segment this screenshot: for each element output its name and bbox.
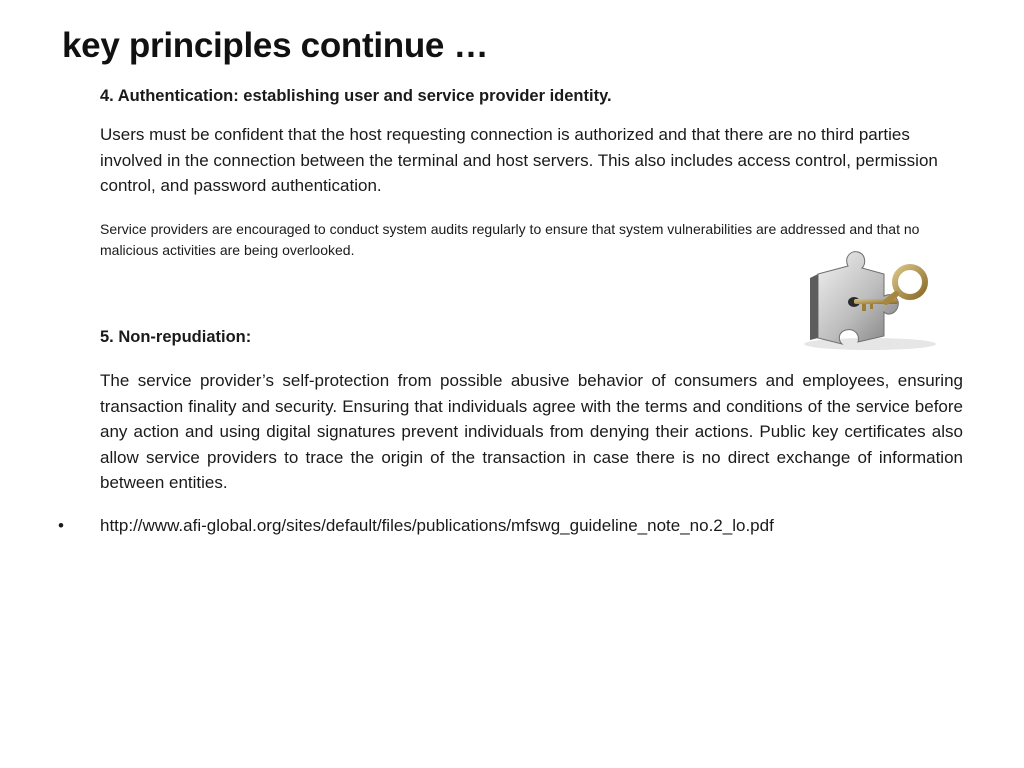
section-4-body: Users must be confident that the host requesting connection is authorized and that there are no third parties involved in the connection between the terminal and host servers. This also includes access control, permission control, and password authentication.	[100, 125, 938, 195]
slide-content	[100, 84, 963, 492]
section-4-note: Service providers are encouraged to conduct system audits regularly to ensure that system vulnerabilities are addressed and that no malicious activities are being overlooked.	[100, 220, 920, 258]
slide-title: key principles continue …	[62, 26, 489, 65]
reference-item	[58, 513, 774, 538]
section-5-body: The service provider’s self-protection from possible abusive behavior of consumers and employees, ensuring transaction finality and security. Ensuring that individuals agree with the terms and conditions of the service before any action and using digital signatures prevent individuals from denying their actions. Public key certificates also allow service providers to trace the origin of the transaction in case there is no direct exchange of information between entities.	[100, 371, 963, 492]
bullet: •	[58, 516, 64, 535]
puzzle-key-icon	[800, 244, 945, 352]
reference-link[interactable]: http://www.afi-global.org/sites/default/files/publications/mfswg_guideline_note_no.2_lo.pdf	[100, 516, 774, 535]
section-5-heading: 5. Non-repudiation:	[100, 328, 252, 346]
section-4-heading: 4. Authentication: establishing user and service provider identity.	[100, 87, 612, 105]
